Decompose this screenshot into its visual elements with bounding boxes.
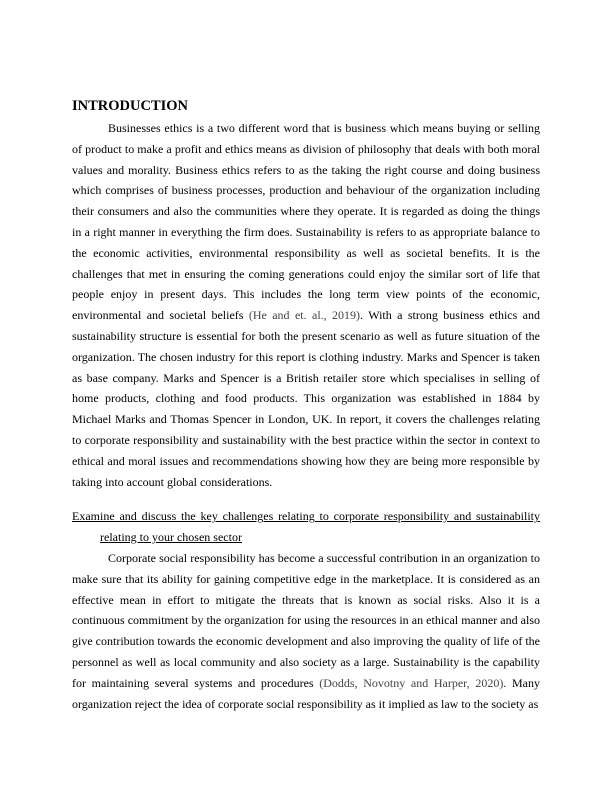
intro-text-2: . With a strong business ethics and sustainability structure is essential for both the present scenario as well as future situation of the organization. The chosen industry for this report is clothing industry. Marks and Spencer is taken as base company. Marks and Spencer is a British retailer store which specialises in selling of home products, clothing and food products. This organization was established in 1884 by Michael Marks and Thomas Spencer in London, UK. In report, it covers the challenges relating to corporate responsibility and sustainability with the best practice within the sector in context to ethical and moral issues and recommendations showing how they are being more responsible by taking into account global considerations. bbox=[72, 308, 540, 489]
document-page bbox=[72, 96, 540, 714]
section-paragraph bbox=[72, 548, 540, 714]
intro-paragraph bbox=[72, 118, 540, 492]
section-text-1: Corporate social responsibility has become a successful contribution in an organization to make sure that its ability for gaining competitive edge in the marketplace. It is considered as an effective mean in effort to mitigate the threats that is known as social risks. Also it is a continuous commitment by the organization for using the resources in an ethical manner and also give contribution towards the economic development and also improving the quality of life of the personnel as well as local community and also society as a large. Sustainability is the capability for maintaining several systems and procedures bbox=[72, 550, 540, 690]
intro-text-1: Businesses ethics is a two different word that is business which means buying or selling of product to make a profit and ethics means as division of philosophy that deals with both moral values and morality. Business ethics refers to as the taking the right course and doing business which comprises of business processes, production and behaviour of the organization including their consumers and also the communities where they operate. It is regarded as doing the things in a right manner in everything the firm does. Sustainability is refers to as appropriate balance to the economic activities, environmental responsibility as well as societal benefits. It is the challenges that met in ensuring the coming generations could enjoy the similar sort of life that people enjoy in present days. This includes the long term view points of the economic, environmental and societal beliefs bbox=[72, 121, 540, 323]
section-text-2: . Many organization reject the idea of corporate social responsibility as it implied as law to the society as bbox=[72, 675, 540, 711]
section-heading: Examine and discuss the key challenges relating to corporate responsibility and sustainability relating to your chosen sector bbox=[72, 509, 540, 545]
section-citation: (Dodds, Novotny and Harper, 2020) bbox=[319, 675, 504, 690]
page-heading: INTRODUCTION bbox=[72, 98, 189, 114]
intro-citation: (He and et. al., 2019) bbox=[248, 308, 361, 323]
